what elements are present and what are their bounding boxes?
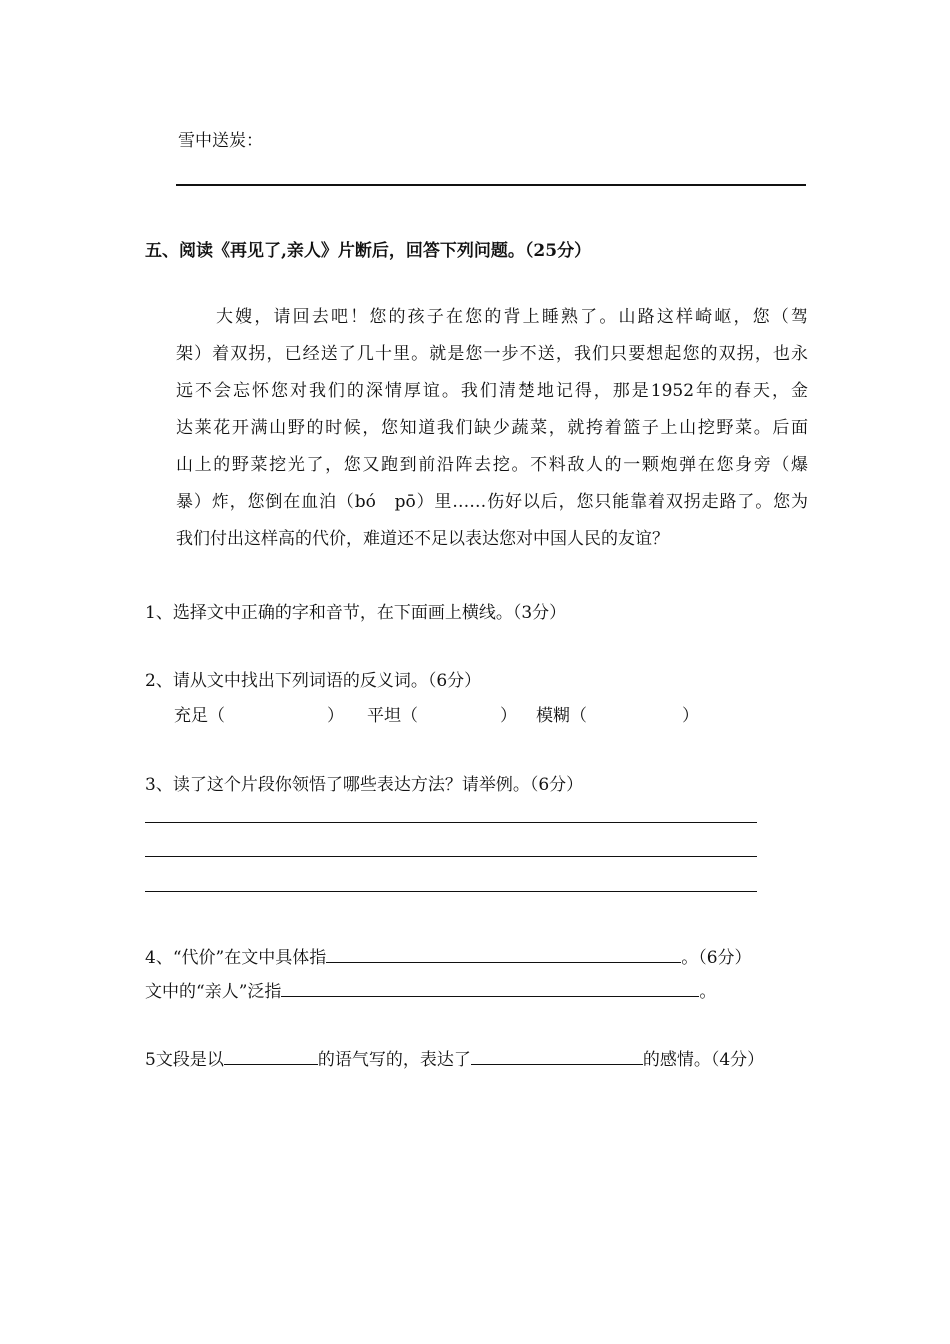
- question-5: [145, 1045, 764, 1070]
- passage-line: 大嫂，请回去吧！您的孩子在您的背上睡熟了。山路这样崎岖，您（驾: [216, 307, 808, 327]
- antonym-close-1: ）: [327, 706, 344, 726]
- question-4-prefix-2: 文中的“亲人”泛指: [145, 982, 282, 1002]
- blank-q4-1: [326, 944, 681, 963]
- antonym-word-1: 充足（: [174, 706, 225, 726]
- passage-line: 我们付出这样高的代价，难道还不足以表达您对中国人民的友谊？: [176, 529, 669, 549]
- question-5-suffix: 的感情。（4分）: [642, 1050, 765, 1070]
- passage-line: 暴）炸，您倒在血泊（bó pō）里……伤好以后，您只能靠着双拐走路了。您为: [176, 492, 808, 512]
- question-3: 3、读了这个片段你领悟了哪些表达方法？请举例。（6分）: [145, 775, 584, 795]
- question-4-line-1: [145, 943, 752, 968]
- antonym-close-2: ）: [500, 706, 517, 726]
- question-2: 2、请从文中找出下列词语的反义词。（6分）: [145, 671, 482, 691]
- blank-q5-2: [471, 1046, 643, 1065]
- passage-line: 达莱花开满山野的时候，您知道我们缺少蔬菜，就挎着篮子上山挖野菜。后面: [176, 418, 808, 438]
- antonym-word-3: 模糊（: [536, 706, 587, 726]
- passage-line: 山上的野菜挖光了，您又跑到前沿阵去挖。不料敌人的一颗炮弹在您身旁（爆: [176, 455, 808, 475]
- answer-line-q3-3: [145, 891, 757, 892]
- question-4-line-2: [145, 977, 716, 1002]
- passage-line: 远不会忘怀您对我们的深情厚谊。我们清楚地记得，那是1952年的春天，金: [176, 381, 808, 401]
- idiom-label: 雪中送炭：: [178, 131, 263, 151]
- question-5-prefix: 5文段是以: [145, 1050, 224, 1070]
- reading-passage: [176, 299, 808, 558]
- answer-line-q3-1: [145, 822, 757, 823]
- antonym-close-3: ）: [682, 706, 699, 726]
- passage-line: 架）着双拐，已经送了几十里。就是您一步不送，我们只要想起您的双拐，也永: [176, 344, 808, 364]
- answer-line-q3-2: [145, 856, 757, 857]
- question-5-middle: 的语气写的，表达了: [317, 1050, 471, 1070]
- question-4-suffix-2: 。: [699, 982, 717, 1002]
- question-4-suffix: 。（6分）: [681, 948, 752, 968]
- blank-q5-1: [224, 1046, 318, 1065]
- antonym-word-2: 平坦（: [367, 706, 418, 726]
- question-4-prefix: 4、“代价”在文中具体指: [145, 948, 327, 968]
- blank-q4-2: [281, 978, 699, 997]
- section-title: 五、阅读《再见了,亲人》片断后，回答下列问题。（25分）: [145, 241, 592, 261]
- question-1: 1、选择文中正确的字和音节，在下面画上横线。（3分）: [145, 603, 567, 623]
- answer-line-idiom: [176, 184, 806, 186]
